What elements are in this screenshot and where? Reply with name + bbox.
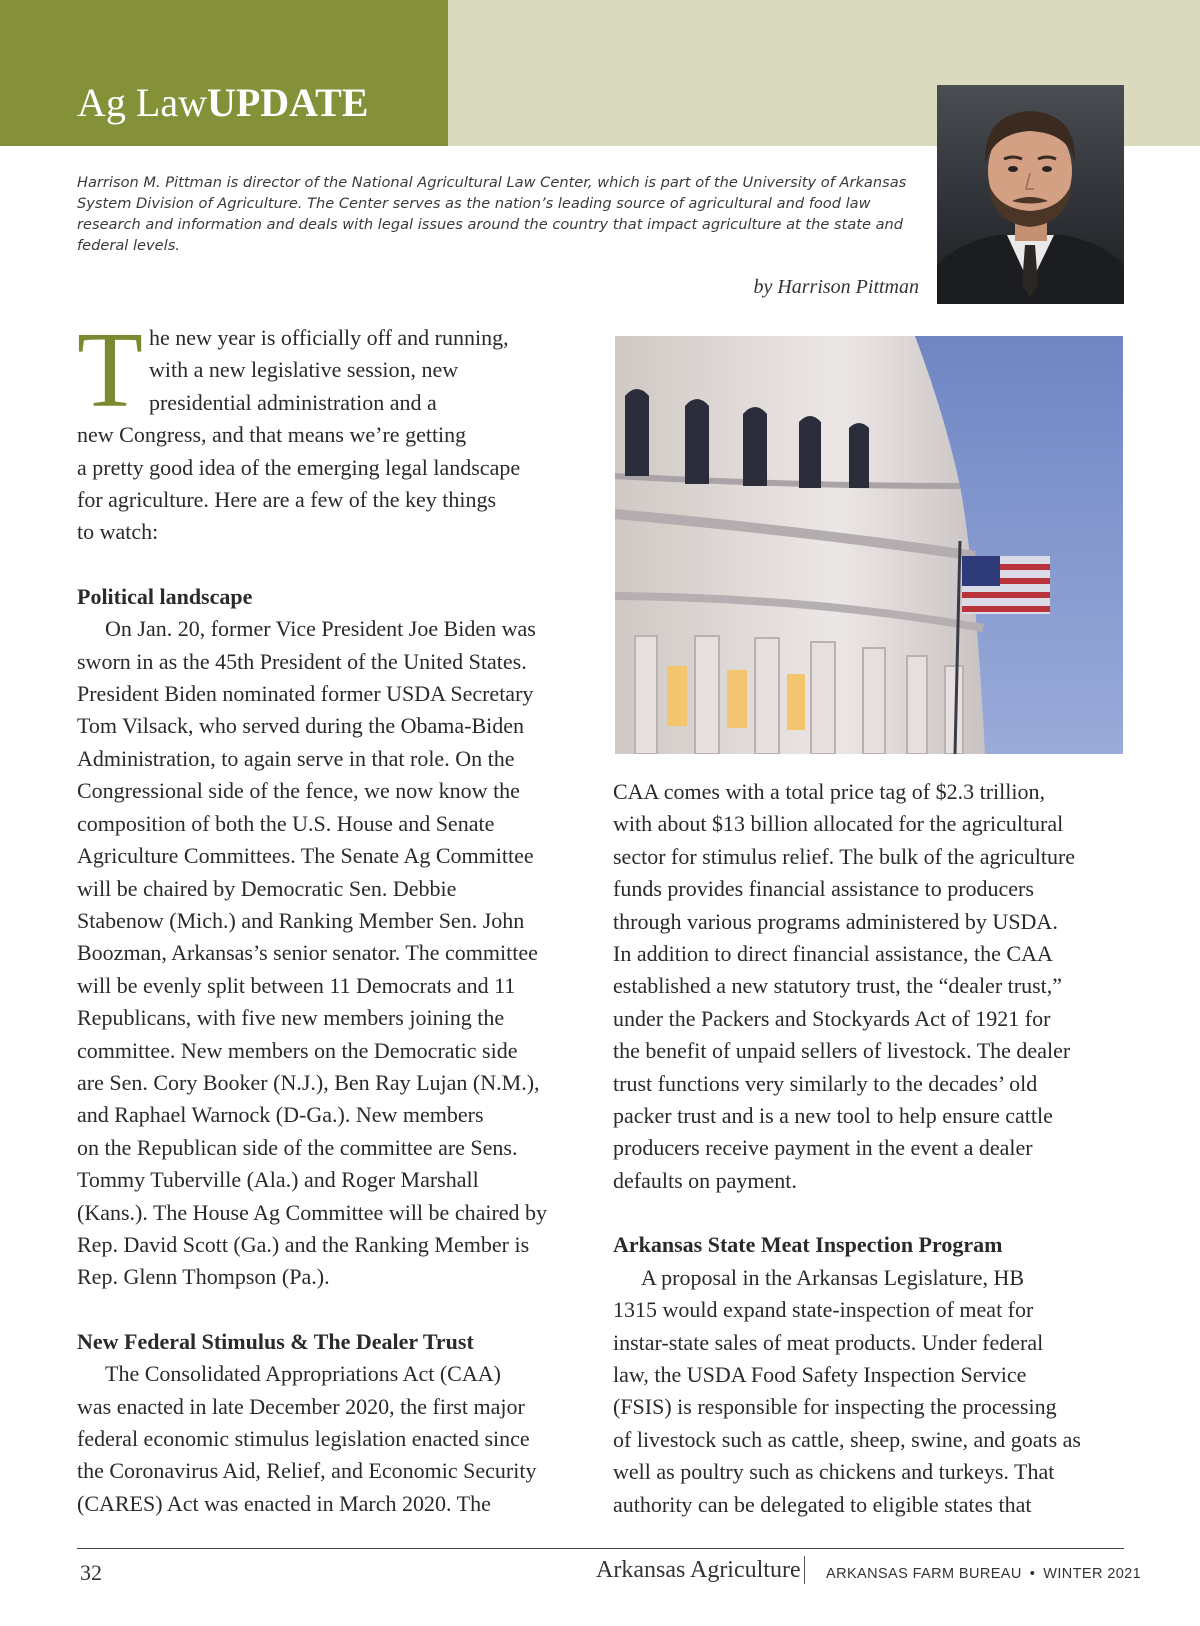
body-line: CAA comes with a total price tag of $2.3 trillion, [613, 779, 1045, 804]
intro-line: with a new legislative session, new [148, 357, 459, 383]
body-line: Rep. Glenn Thompson (Pa.). [77, 1264, 330, 1290]
body-line: funds provides financial assistance to producers [613, 876, 1034, 902]
body-line: law, the USDA Food Safety Inspection Service [613, 1361, 1027, 1387]
body-line: Tom Vilsack, who served during the Obama-Biden [77, 713, 525, 739]
intro-line: a pretty good idea of the emerging legal landscape [77, 454, 521, 480]
body-line: producers receive payment in the event a dealer [613, 1135, 1033, 1161]
body-line: Administration, to again serve in that role. On the [77, 745, 515, 771]
body-line: (FSIS) is responsible for inspecting the processing [613, 1394, 1057, 1420]
drop-cap: T [77, 311, 143, 430]
author-bio: Harrison M. Pittman is director of the National Agricultural Law Center, which is part of the University of Arkansas System Division of Agriculture. The Center serves as the nation’s leading source of agricultural and food law research and information and deals with legal issues around the country that impact agriculture at the state and federal levels. [77, 174, 907, 254]
body-line: trust functions very similarly to the decades’ old [613, 1070, 1038, 1096]
byline: by Harrison Pittman [753, 276, 919, 298]
body-line: The Consolidated Appropriations Act (CAA) [105, 1361, 501, 1387]
meat-inspection-paragraph [613, 1262, 1125, 1521]
body-line: of livestock such as cattle, sheep, swine, and goats as [613, 1426, 1081, 1452]
federal-stimulus-paragraph [77, 1358, 589, 1520]
section-heading-meat-inspection: Arkansas State Meat Inspection Program [613, 1232, 1003, 1258]
body-line: through various programs administered by USDA. [613, 908, 1058, 934]
body-line: Boozman, Arkansas’s senior senator. The committee [77, 940, 538, 966]
footer-bullet: • [1029, 1566, 1036, 1582]
article-column-left [77, 311, 589, 1520]
intro-line: to watch: [77, 519, 159, 545]
intro-line: he new year is officially off and running, [148, 325, 509, 350]
intro-line: presidential administration and a [148, 389, 437, 415]
body-line: Congressional side of the fence, we now know the [77, 778, 520, 804]
body-line: federal economic stimulus legislation enacted since [77, 1426, 530, 1451]
body-line: the benefit of unpaid sellers of livestock. The dealer [613, 1038, 1071, 1064]
body-line: committee. New members on the Democratic side [77, 1037, 518, 1063]
body-line: Agriculture Committees. The Senate Ag Committee [77, 843, 534, 869]
body-line: will be evenly split between 11 Democrats and 11 [77, 972, 516, 998]
body-line: composition of both the U.S. House and Senate [77, 810, 495, 836]
body-line: Rep. David Scott (Ga.) and the Ranking Member is [77, 1231, 530, 1257]
publication-name: Arkansas Agriculture [596, 1557, 801, 1583]
body-line: Republicans, with five new members joining the [77, 1005, 505, 1031]
footer-issue: WINTER 2021 [1043, 1566, 1142, 1582]
body-line: and Raphael Warnock (D-Ga.). New members [77, 1102, 484, 1128]
portrait-illustration [937, 85, 1124, 304]
federal-stimulus-continued [613, 776, 1125, 1197]
capitol-dome-illustration [615, 336, 1123, 754]
footer-org: ARKANSAS FARM BUREAU [826, 1566, 1022, 1582]
body-line: Stabenow (Mich.) and Ranking Member Sen. John [77, 907, 525, 933]
body-line: will be chaired by Democratic Sen. Debbie [77, 875, 457, 901]
title-light: Ag Law [77, 80, 207, 125]
body-line: On Jan. 20, former Vice President Joe Biden was [105, 616, 536, 642]
body-line: sector for stimulus relief. The bulk of the agriculture [613, 843, 1076, 869]
body-line: instar-state sales of meat products. Under federal [613, 1329, 1044, 1355]
body-line: President Biden nominated former USDA Secretary [77, 681, 534, 707]
capitol-photo [615, 336, 1123, 754]
intro-paragraph [77, 311, 589, 549]
body-line: under the Packers and Stockyards Act of 1921 for [613, 1005, 1051, 1031]
body-line: Tommy Tuberville (Ala.) and Roger Marshall [77, 1167, 479, 1193]
body-line: A proposal in the Arkansas Legislature, HB [641, 1264, 1025, 1290]
body-line: was enacted in late December 2020, the first major [77, 1393, 525, 1419]
footer-rule [77, 1548, 1124, 1549]
page-number: 32 [80, 1560, 102, 1585]
column-title [77, 78, 368, 128]
intro-line: for agriculture. Here are a few of the key things [77, 487, 497, 513]
section-heading-political-landscape: Political landscape [77, 583, 253, 609]
intro-line: new Congress, and that means we’re getting [77, 422, 467, 448]
footer-issue-info [826, 1566, 1141, 1582]
body-line: with about $13 billion allocated for the agricultural [613, 811, 1064, 837]
author-portrait [937, 85, 1124, 304]
political-landscape-paragraph [77, 613, 589, 1294]
body-line: the Coronavirus Aid, Relief, and Economic Security [77, 1458, 537, 1484]
body-line: sworn in as the 45th President of the United States. [77, 648, 527, 674]
body-line: defaults on payment. [613, 1167, 797, 1193]
footer-separator [804, 1556, 805, 1584]
body-line: 1315 would expand state-inspection of meat for [613, 1297, 1034, 1323]
title-bold: UPDATE [206, 80, 369, 125]
body-line: packer trust and is a new tool to help ensure cattle [613, 1103, 1053, 1129]
article-column-right [613, 776, 1125, 1521]
body-line: on the Republican side of the committee are Sens. [77, 1134, 518, 1160]
body-line: (CARES) Act was enacted in March 2020. The [77, 1490, 491, 1516]
body-line: (Kans.). The House Ag Committee will be chaired by [77, 1199, 548, 1225]
section-heading-federal-stimulus: New Federal Stimulus & The Dealer Trust [77, 1328, 474, 1354]
body-line: are Sen. Cory Booker (N.J.), Ben Ray Lujan (N.M.), [77, 1069, 540, 1095]
body-line: established a new statutory trust, the “dealer trust,” [613, 973, 1063, 999]
body-line: authority can be delegated to eligible states that [613, 1491, 1032, 1517]
body-line: In addition to direct financial assistance, the CAA [613, 941, 1053, 967]
body-line: well as poultry such as chickens and turkeys. That [613, 1459, 1055, 1485]
